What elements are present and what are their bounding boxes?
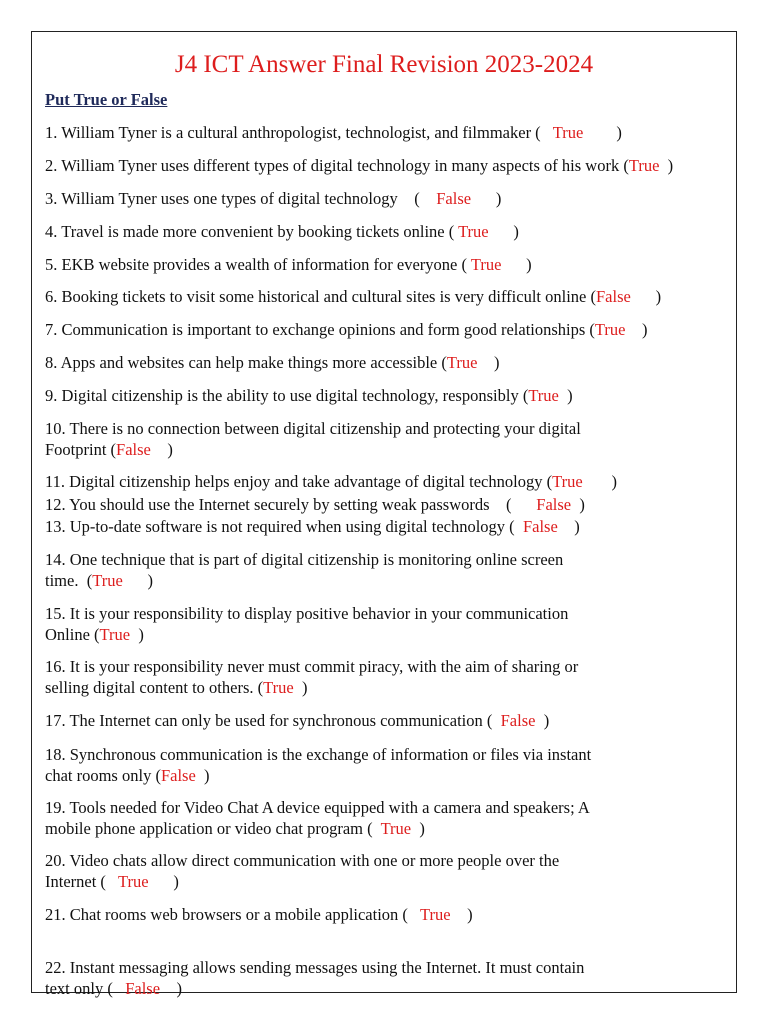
answer-close-paren: ) bbox=[579, 495, 585, 514]
question-number: 2. bbox=[45, 156, 62, 175]
answer-close-paren: ) bbox=[655, 287, 662, 306]
question-text-continued: Internet ( bbox=[45, 872, 106, 891]
question-text: The Internet can only be used for synchronous communication ( bbox=[69, 711, 493, 730]
question-text: William Tyner uses different types of digital technology in many aspects of his work ( bbox=[61, 156, 629, 175]
answer-value: False bbox=[596, 287, 631, 306]
question-number: 12. bbox=[45, 495, 70, 514]
question-number: 18. bbox=[45, 745, 70, 764]
question-text-continued: time. ( bbox=[45, 571, 93, 590]
answer-value: True bbox=[552, 472, 583, 491]
question-item bbox=[45, 516, 735, 537]
answer-value: False bbox=[522, 517, 558, 536]
question-item bbox=[45, 471, 735, 492]
answer-close-paren: ) bbox=[176, 979, 183, 998]
question-text: Booking tickets to visit some historical and cultural sites is very difficult online ( bbox=[61, 287, 596, 306]
question-item bbox=[45, 850, 735, 892]
answer-close-paren: ) bbox=[567, 386, 573, 405]
question-number: 13. bbox=[45, 517, 70, 536]
question-text: There is no connection between digital citizenship and protecting your digital bbox=[69, 419, 581, 438]
answer-close-paren: ) bbox=[611, 472, 618, 491]
question-number: 4. bbox=[45, 222, 62, 241]
answer-value: True bbox=[263, 678, 294, 697]
answer-close-paren: ) bbox=[301, 678, 308, 697]
document-title: J4 ICT Answer Final Revision 2023-2024 bbox=[174, 51, 594, 78]
section-instruction: Put True or False bbox=[45, 90, 168, 109]
answer-value: False bbox=[116, 440, 151, 459]
question-number: 11. bbox=[45, 472, 70, 491]
question-number: 3. bbox=[45, 189, 62, 208]
question-item bbox=[45, 797, 735, 839]
question-text: Instant messaging allows sending messages using the Internet. It must contain bbox=[69, 958, 585, 977]
question-text-continued: selling digital content to others. ( bbox=[45, 678, 264, 697]
question-text-continued: Online ( bbox=[45, 625, 100, 644]
answer-value: False bbox=[436, 189, 472, 208]
question-number: 6. bbox=[45, 287, 62, 306]
question-item bbox=[45, 286, 735, 307]
answer-close-paren: ) bbox=[574, 517, 580, 536]
question-text: Up-to-date software is not required when using digital technology ( bbox=[69, 517, 515, 536]
answer-value: True bbox=[470, 255, 502, 274]
question-number: 20. bbox=[45, 851, 70, 870]
answer-value: False bbox=[125, 979, 161, 998]
question-item bbox=[45, 418, 735, 460]
answer-close-paren: ) bbox=[467, 905, 473, 924]
answer-value: True bbox=[528, 386, 559, 405]
question-item bbox=[45, 710, 735, 731]
answer-close-paren: ) bbox=[147, 571, 154, 590]
answer-close-paren: ) bbox=[642, 320, 648, 339]
question-text: Apps and websites can help make things more accessible ( bbox=[60, 353, 447, 372]
question-text: William Tyner is a cultural anthropologist, technologist, and filmmaker ( bbox=[61, 123, 541, 142]
question-text: It is your responsibility to display positive behavior in your communication bbox=[69, 604, 569, 623]
answer-close-paren: ) bbox=[167, 440, 173, 459]
question-number: 1. bbox=[45, 123, 62, 142]
question-number: 7. bbox=[45, 320, 62, 339]
question-item bbox=[45, 603, 735, 645]
question-item bbox=[45, 957, 735, 999]
question-number: 17. bbox=[45, 711, 70, 730]
question-text: Synchronous communication is the exchange of information or files via instant bbox=[69, 745, 592, 764]
answer-value: True bbox=[458, 222, 489, 241]
question-text-continued: text only ( bbox=[45, 979, 113, 998]
question-number: 14. bbox=[45, 550, 70, 569]
answer-value: True bbox=[380, 819, 412, 838]
question-item bbox=[45, 744, 735, 786]
answer-value: True bbox=[92, 571, 123, 590]
question-item bbox=[45, 385, 735, 406]
question-text: Digital citizenship is the ability to use digital technology, responsibly ( bbox=[61, 386, 529, 405]
answer-close-paren: ) bbox=[667, 156, 674, 175]
question-number: 22. bbox=[45, 958, 70, 977]
question-item bbox=[45, 656, 735, 698]
question-number: 16. bbox=[45, 657, 70, 676]
question-text-continued: mobile phone application or video chat program ( bbox=[45, 819, 373, 838]
answer-value: True bbox=[420, 905, 451, 924]
question-item bbox=[45, 188, 735, 209]
question-text: Communication is important to exchange opinions and form good relationships ( bbox=[61, 320, 595, 339]
question-number: 5. bbox=[45, 255, 62, 274]
question-item bbox=[45, 155, 735, 176]
question-text: Video chats allow direct communication with one or more people over the bbox=[69, 851, 560, 870]
answer-close-paren: ) bbox=[495, 189, 502, 208]
question-number: 15. bbox=[45, 604, 70, 623]
answer-value: False bbox=[160, 766, 196, 785]
question-number: 10. bbox=[45, 419, 70, 438]
answer-close-paren: ) bbox=[513, 222, 519, 241]
question-item bbox=[45, 352, 735, 373]
answer-value: False bbox=[500, 711, 536, 730]
question-text: EKB website provides a wealth of information for everyone ( bbox=[61, 255, 467, 274]
question-item bbox=[45, 254, 735, 275]
question-number: 9. bbox=[45, 386, 62, 405]
answer-value: False bbox=[536, 495, 572, 514]
answer-close-paren: ) bbox=[138, 625, 144, 644]
question-text-continued: Footprint ( bbox=[45, 440, 117, 459]
answer-open-paren: ( bbox=[414, 189, 420, 208]
question-item bbox=[45, 494, 735, 515]
answer-value: True bbox=[552, 123, 584, 142]
question-item bbox=[45, 122, 735, 143]
question-text-continued: chat rooms only ( bbox=[45, 766, 161, 785]
answer-close-paren: ) bbox=[493, 353, 500, 372]
question-item bbox=[45, 549, 735, 591]
answer-value: True bbox=[446, 353, 478, 372]
question-text: Travel is made more convenient by booking tickets online ( bbox=[61, 222, 455, 241]
question-number: 21. bbox=[45, 905, 70, 924]
answer-close-paren: ) bbox=[616, 123, 622, 142]
answer-close-paren: ) bbox=[543, 711, 550, 730]
question-text: It is your responsibility never must commit piracy, with the aim of sharing or bbox=[69, 657, 579, 676]
question-text: You should use the Internet securely by setting weak passwords bbox=[69, 495, 490, 514]
question-text: One technique that is part of digital citizenship is monitoring online screen bbox=[69, 550, 564, 569]
document-page bbox=[31, 31, 737, 998]
answer-open-paren: ( bbox=[506, 495, 512, 514]
answer-value: True bbox=[99, 625, 131, 644]
question-text: Chat rooms web browsers or a mobile application ( bbox=[69, 905, 408, 924]
question-number: 8. bbox=[45, 353, 61, 372]
answer-value: True bbox=[118, 872, 149, 891]
answer-value: True bbox=[628, 156, 660, 175]
answer-close-paren: ) bbox=[526, 255, 532, 274]
question-item bbox=[45, 904, 735, 925]
answer-value: True bbox=[594, 320, 626, 339]
question-text: Tools needed for Video Chat A device equipped with a camera and speakers; A bbox=[69, 798, 590, 817]
question-item bbox=[45, 319, 735, 340]
question-item bbox=[45, 221, 735, 242]
question-text: William Tyner uses one types of digital technology bbox=[61, 189, 398, 208]
question-text: Digital citizenship helps enjoy and take advantage of digital technology ( bbox=[69, 472, 553, 491]
answer-close-paren: ) bbox=[173, 872, 179, 891]
question-number: 19. bbox=[45, 798, 70, 817]
answer-close-paren: ) bbox=[204, 766, 210, 785]
answer-close-paren: ) bbox=[419, 819, 425, 838]
